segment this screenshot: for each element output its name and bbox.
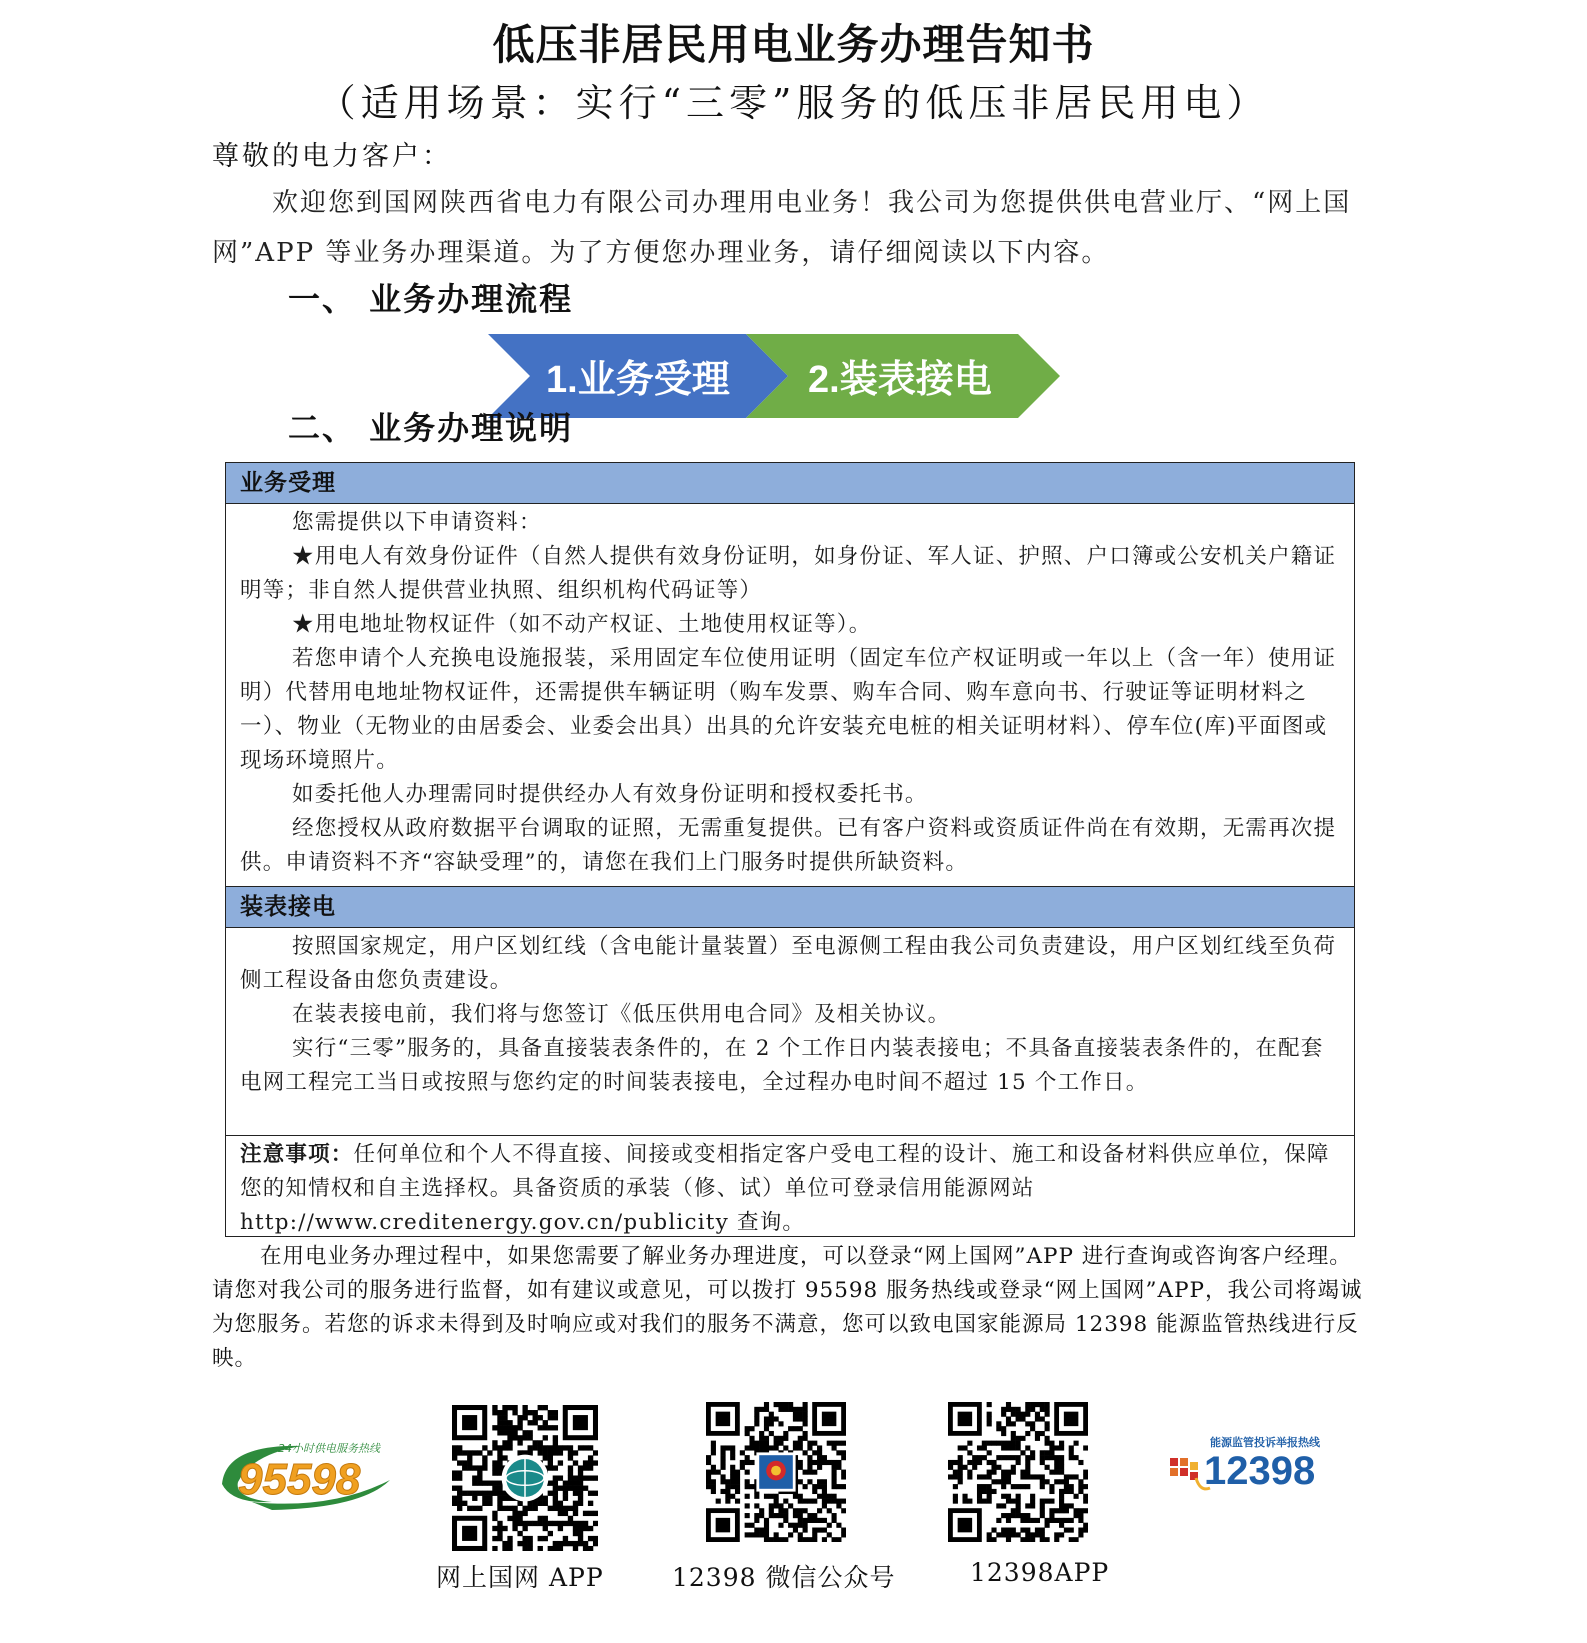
qr-label-12398-wechat: 12398 微信公众号 — [672, 1563, 896, 1592]
installation-paragraph: 在装表接电前，我们将与您签订《低压供用电合同》及相关协议。 — [292, 1002, 951, 1027]
notes-body — [226, 1136, 1354, 1240]
logo-95598-number: 95598 — [238, 1455, 361, 1504]
acceptance-paragraph: 如委托他人办理需同时提供经办人有效身份证明和授权委托书。 — [292, 782, 928, 807]
logo-12398-number: 12398 — [1204, 1449, 1316, 1493]
greeting: 尊敬的电力客户： — [212, 141, 452, 172]
acceptance-paragraph: 您需提供以下申请资料： — [292, 510, 542, 535]
installation-paragraph: 按照国家规定，用户区划红线（含电能计量装置）至电源侧工程由我公司负责建设，用户区划红线至负荷侧工程设备由您负责建设。 — [240, 934, 1337, 993]
intro-paragraph: 欢迎您到国网陕西省电力有限公司办理用电业务！我公司为您提供供电营业厅、“网上国网”APP 等业务办理渠道。为了方便您办理业务，请仔细阅读以下内容。 — [212, 188, 1352, 268]
acceptance-paragraph: 若您申请个人充换电设施报装，采用固定车位使用证明（固定车位产权证明或一年以上（含一年）使用证明）代替用电地址物权证件，还需提供车辆证明（购车发票、购车合同、购车意向书、行驶证等证明材料之一）、物业（无物业的由居委会、业委会出具）出具的允许安装充电桩的相关证明材料）、停车位(库)平面图或现场环境照片。 — [240, 646, 1337, 773]
flow-step-1-label: 1.业务受理 — [546, 359, 730, 401]
section-heading-flow: 一、 业务办理流程 — [288, 280, 574, 318]
logo-95598-tagline: 24小时供电服务热线 — [278, 1442, 380, 1455]
logo-95598-icon — [212, 1432, 402, 1512]
qr-code-graphic — [452, 1405, 598, 1551]
qr-code-12398-app — [948, 1402, 1088, 1542]
qr-code-graphic — [706, 1402, 846, 1542]
section-heading-description: 二、 业务办理说明 — [288, 409, 574, 447]
installation-header: 装表接电 — [226, 887, 1354, 928]
process-flow — [488, 334, 1088, 418]
qr-label-sgcc-app: 网上国网 APP — [436, 1563, 604, 1592]
acceptance-paragraph: ★用电地址物权证件（如不动产权证、土地使用权证等）。 — [292, 612, 872, 637]
notes-panel — [225, 1135, 1355, 1237]
qr-label-12398-app: 12398APP — [970, 1558, 1110, 1587]
qr-code-sgcc-app — [452, 1405, 598, 1551]
page-title: 低压非居民用电业务办理告知书 — [492, 20, 1095, 69]
installation-panel — [225, 886, 1355, 1136]
acceptance-paragraph: 经您授权从政府数据平台调取的证照，无需重复提供。已有客户资料或资质证件尚在有效期，无需再次提供。申请资料不齐“容缺受理”的，请您在我们上门服务时提供所缺资料。 — [240, 816, 1337, 875]
qr-code-12398-wechat — [706, 1402, 846, 1542]
closing-paragraph: 在用电业务办理过程中，如果您需要了解业务办理进度，可以登录“网上国网”APP 进行查询或咨询客户经理。请您对我公司的服务进行监督，如有建议或意见，可以拨打 95598 服务热线或登录“网上国网”APP，我公司将竭诚为您服务。若您的诉求未得到及时响应或对我们的服务不满意，您可以致电国家能源局 12398 能源监管热线进行反映。 — [212, 1244, 1363, 1371]
acceptance-body — [226, 504, 1354, 880]
installation-body — [226, 928, 1354, 1100]
notes-label: 注意事项： — [240, 1142, 354, 1167]
logo-95598 — [212, 1432, 402, 1512]
acceptance-panel — [225, 462, 1355, 887]
logo-12398-icon — [1166, 1432, 1346, 1498]
acceptance-header: 业务受理 — [226, 463, 1354, 504]
page-subtitle: （适用场景：实行“三零”服务的低压非居民用电） — [317, 81, 1270, 125]
flow-step-2-label: 2.装表接电 — [808, 359, 992, 401]
logo-12398-tagline: 能源监管投诉举报热线 — [1210, 1436, 1320, 1449]
qr-code-graphic — [948, 1402, 1088, 1542]
installation-paragraph: 实行“三零”服务的，具备直接装表条件的，在 2 个工作日内装表接电；不具备直接装表条件的，在配套电网工程完工当日或按照与您约定的时间装表接电，全过程办电时间不超过 15 个工作日。 — [240, 1036, 1324, 1095]
notes-text: 任何单位和个人不得直接、间接或变相指定客户受电工程的设计、施工和设备材料供应单位，保障您的知情权和自主选择权。具备资质的承装（修、试）单位可登录信用能源网站 http://www.creditenergy.gov.cn/publicity 查询。 — [240, 1142, 1330, 1235]
logo-12398 — [1166, 1432, 1346, 1498]
acceptance-paragraph: ★用电人有效身份证件（自然人提供有效身份证明，如身份证、军人证、护照、户口簿或公安机关户籍证明等；非自然人提供营业执照、组织机构代码证等） — [240, 544, 1337, 603]
